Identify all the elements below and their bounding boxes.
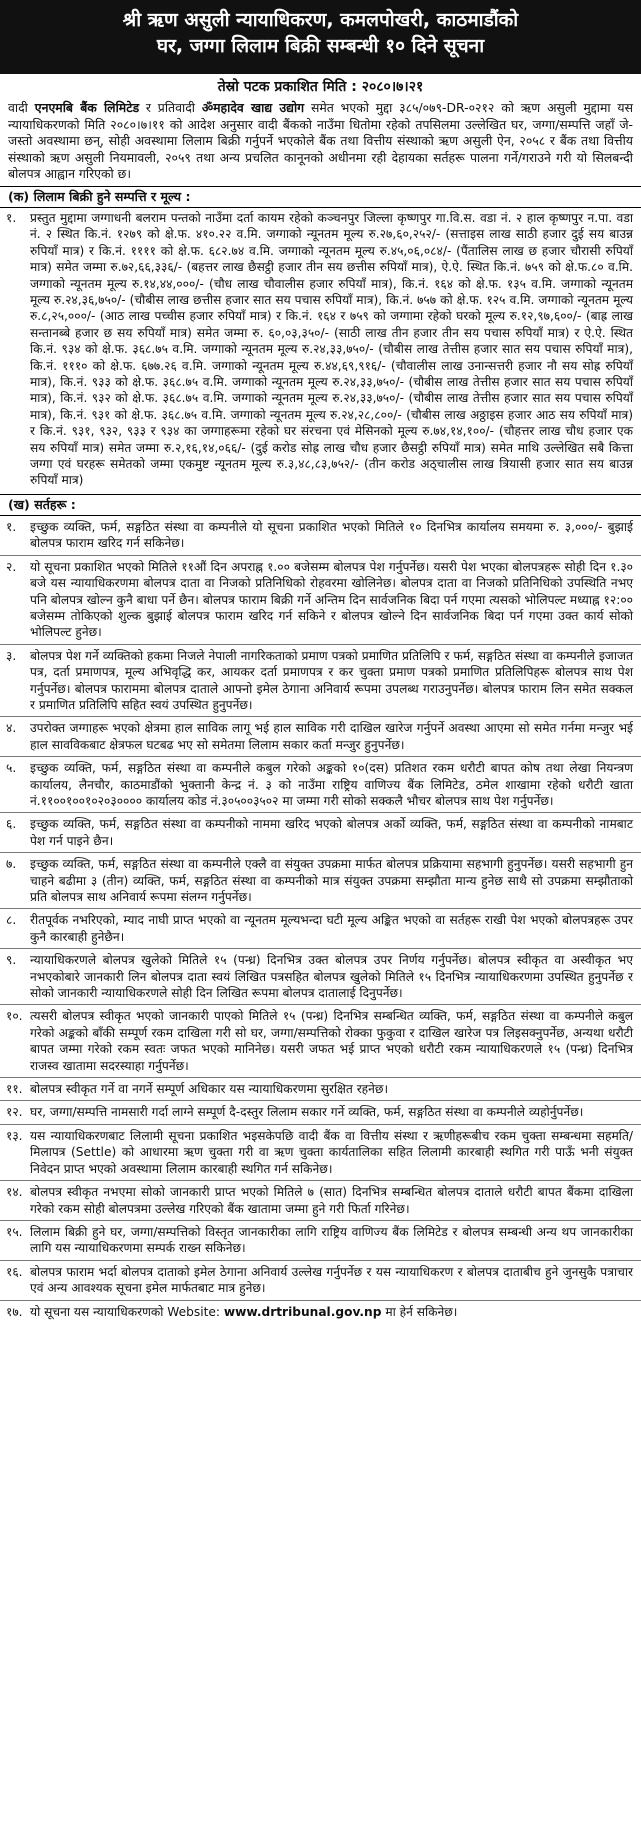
item-number: ६. xyxy=(6,817,17,832)
section-conditions-title: (ख) सर्तहरू : xyxy=(0,494,641,516)
item-number: ११. xyxy=(6,1082,23,1097)
notice-header xyxy=(0,0,641,74)
condition-item xyxy=(0,949,641,1005)
plaintiff-name: एनएमबि बैंक लिमिटेड xyxy=(34,100,140,115)
condition-text: इच्छुक व्यक्ति, फर्म, सङ्गठित संस्था वा कम्पनीले एक्लै वा संयुक्त उपक्रमा मार्फत बोलपत्र प्रक्रियामा सहभागी हुनुपर्नेछ। यसरी सहभागी हुन चाहने बढीमा ३ (तीन) व्यक्ति, फर्म, सङ्गठित संस्था वा कम्पनीको मात्र संयुक्त उपक्रमा सम्झौता मान्य हुनेछ साथै सो उपक्रमा सम्झौताको प्रति बोलपत्र साथ अनिवार्य रूपमा संलग्न गर्नुपर्नेछ। xyxy=(30,857,633,904)
plaintiff-prefix: वादी xyxy=(8,100,28,115)
condition-item xyxy=(0,1181,641,1221)
condition-text: घर, जग्गा/सम्पत्ति नामसारी गर्दा लाग्ने सम्पूर्ण दै-दस्तुर लिलाम सकार गर्ने व्यक्ति, फर्म, सङ्गठित संस्था वा कम्पनीले व्यहोर्नुपर्नेछ। xyxy=(30,1105,584,1120)
item-number: १३. xyxy=(6,1128,23,1143)
condition-item xyxy=(0,1078,641,1101)
defendant-name: ॐमहादेव खाद्य उद्योग xyxy=(201,100,305,115)
property-item xyxy=(0,208,641,491)
publication-date: २०८०।७।२१ xyxy=(361,79,424,95)
property-description: प्रस्तुत मुद्दामा जग्गाधनी बलराम पन्तको नाउँमा दर्ता कायम रहेको कञ्चनपुर जिल्ला कृष्णपुर गा.वि.स. वडा नं. २ हाल कृष्णपुर न.पा. वडा नं. २ स्थित कि.नं. १२७९ को क्षे.फ. ४१०.२२ व.मि. जग्गाको न्यूनतम मूल्य रु.२७,६०,२५२/- (सत्ताइस लाख साठी हजार दुई सय बाउन्न रुपियाँ मात्र) र कि.नं. ११११ को क्षे.फ. ६८२.७४ व.मि. जग्गाको न्यूनतम मूल्य रु.४५,०६,०८४/- (पैंतालिस लाख छ हजार चौरासी रुपियाँ मात्र) समेत जम्मा रु.७२,६६,३३६/- (बहत्तर लाख छैसट्ठी हजार तीन सय छत्तीस रुपियाँ मात्र), ऐ.ऐ. स्थित कि.नं. ७५९ को क्षे.फ.८० व.मि. जग्गाको न्यूनतम मूल्य रु.१४,४४,०००/- (चौध लाख चौवालीस हजार रुपियाँ मात्र), कि.नं. १६४ को क्षे.फ. १३५ व.मि. जग्गाको न्यूनतम मूल्य रु.२४,३६,७५०/- (चौबीस लाख छत्तीस हजार सात सय पचास रुपियाँ मात्र), कि.नं. ७५७ को क्षे.फ. १२५ व.मि. जग्गाको न्यूनतम मूल्य रु.८,२५,०००/- (आठ लाख पच्चीस हजार रुपियाँ मात्र) र कि.नं. १६४ र ७५९ को जग्गामा रहेको घरको मूल्य रु.१२,९७,६००/- (बाह्र लाख सन्तानब्बे हजार छ सय रुपियाँ मात्र) समेत जम्मा रु. ६०,०३,३५०/- (साठी लाख तीन हजार तीन सय पचास रुपियाँ मात्र) र ऐ.ऐ. स्थित कि.नं. ९३४ को क्षे.फ. ३६८.७५ व.मि. जग्गाको न्यूनतम मूल्य रु.२४,३३,७५०/- (चौबीस लाख तेत्तीस हजार सात सय पचास रुपियाँ मात्र), कि.नं. १११० को क्षे.फ. ६७७.२६ व.मि. जग्गाको न्यूनतम मूल्य रु.४४,६९,९१६/- (चौवालीस लाख उनान्सत्तरी हजार नौ सय सोह्र रुपियाँ मात्र), कि.नं. ९३३ को क्षे.फ. ३६८.७५ व.मि. जग्गाको न्यूनतम मूल्य रु.२४,३३,७५०/- (चौबीस लाख तेत्तीस हजार सात सय पचास रुपियाँ मात्र), कि.नं. ९३२ को क्षे.फ. ३६८.७५ व.मि. जग्गाको न्यूनतम मूल्य रु.२४,३३,७५०/- (चौबीस लाख तेत्तीस हजार सात सय पचास रुपियाँ मात्र), कि.नं. ९३१ को क्षे.फ. ३६८.७५ व.मि. जग्गाको न्यूनतम मूल्य रु.२४,२८,८००/- (चौबीस लाख अठ्ठाइस हजार आठ सय रुपियाँ मात्र) र कि.नं. ९३१, ९३२, ९३३ र ९३४ का जग्गाहरूमा रहेको घर संरचना एवं मेसिनको मूल्य रु.७४,१४,१००/- (चौहत्तर लाख चौध हजार एक सय रुपियाँ मात्र) समेत जम्मा रु.२,१६,१४,०६६/- (दुई करोड सोह्र लाख चौध हजार छैसट्ठी रुपियाँ मात्र) समेत माथि उल्लेखित सबै कित्ता जग्गा एवं घरहरू समेतको जम्मा एकमुष्ट न्यूनतम मूल्य रु.३,४८,८३,७५२/- (तीन करोड अठ्चालीस लाख त्रियासी हजार सात सय बाउन्न रुपियाँ मात्र) xyxy=(30,210,633,488)
conditions-list xyxy=(0,516,641,1323)
condition-item xyxy=(0,1125,641,1181)
condition-item xyxy=(0,1101,641,1124)
section-property-title: (क) लिलाम बिक्री हुने सम्पत्ति र मूल्य : xyxy=(0,186,641,208)
publication-date-row xyxy=(0,76,641,98)
item-number: ९. xyxy=(6,953,17,968)
condition-text: रीतपूर्वक नभरिएको, म्याद नाघी प्राप्त भएको वा न्यूनतम मूल्यभन्दा घटी मूल्य अङ्कित भएको वा सर्तहरू राखी पेश भएको बोलपत्रहरू उपर कुनै कारबाही हुनेछैन। xyxy=(30,913,633,944)
notice-title: घर, जग्गा लिलाम बिक्री सम्बन्धी १० दिने सूचना xyxy=(156,35,485,57)
condition-text: त्यसरी बोलपत्र स्वीकृत भएको जानकारी पाएको मितिले १५ (पन्ध्र) दिनभित्र सम्बन्धित व्यक्ति, फर्म, सङ्गठित संस्था वा कम्पनीले कबुल गरेको अङ्कको बाँकी सम्पूर्ण रकम दाखिला गरी सो घर, जग्गा/सम्पत्तिको रोक्का फुकुवा र दाखिल खारेज पत्र लिइसक्नुपर्नेछ, अन्यथा धरौटी बापत जम्मा गरेको रकम स्वतः जफत भएको मानिनेछ। यसरी जफत भई प्राप्त भएको धरौटी रकम न्यायाधिकरणले १५ (पन्ध्र) दिनभित्र राजस्व खातामा सदरस्याहा गर्नुपर्नेछ। xyxy=(30,1009,633,1073)
condition-item xyxy=(0,717,641,757)
condition-item xyxy=(0,1221,641,1261)
intro-paragraph xyxy=(0,100,641,183)
condition-text: इच्छुक व्यक्ति, फर्म, सङ्गठित संस्था वा कम्पनीको नाममा खरिद भएको बोलपत्र अर्को व्यक्ति, फर्म, सङ्गठित संस्था वा कम्पनीको नामबाट पेश गर्न पाइने छैन। xyxy=(30,817,633,848)
condition-item xyxy=(0,813,641,853)
condition-item xyxy=(0,516,641,556)
condition-text: बोलपत्र फाराम भर्दा बोलपत्र दाताको इमेल ठेगाना अनिवार्य उल्लेख गर्नुपर्नेछ र यस न्यायाधिकरण र बोलपत्र दाताबीच हुने जुनसुकै पत्राचार एवं अन्य आवश्यक सूचना इमेल मार्फतबाट मात्र हुनेछ। xyxy=(30,1264,633,1296)
item-number: १. xyxy=(6,519,17,534)
condition-item xyxy=(0,1005,641,1078)
condition-item xyxy=(0,757,641,813)
condition-text: उपरोक्त जग्गाहरू भएको क्षेत्रमा हाल साविक लागू भई हाल साविक गरी दाखिल खारेज गर्नुपर्ने अवस्था आएमा सो समेत गर्नमा मन्जुर भई हाल सावविकबाट क्षेत्रफल घटबढ भए सो समेतमा लिलाम सकार कर्ता मन्जुर हुनुपर्नेछ। xyxy=(30,721,633,752)
intro-mid: र प्रतिवादी xyxy=(145,100,196,115)
item-number: ३. xyxy=(6,648,17,663)
item-number: १०. xyxy=(6,1009,23,1024)
website-prefix: यो सूचना यस न्यायाधिकरणको Website: xyxy=(30,1304,220,1319)
item-number: १५. xyxy=(6,1224,23,1239)
condition-item xyxy=(0,909,641,949)
condition-text: इच्छुक व्यक्ति, फर्म, सङ्गठित संस्था वा कम्पनीले यो सूचना प्रकाशित भएको मितिले १० दिनभित्र कार्यालय समयमा रु. ३,०००/- बुझाई बोलपत्र फाराम खरिद गर्न सकिनेछ। xyxy=(30,519,633,551)
item-number: १६. xyxy=(6,1264,23,1279)
item-number: १४. xyxy=(6,1185,23,1200)
condition-text: इच्छुक व्यक्ति, फर्म, सङ्गठित संस्था वा कम्पनीले कबुल गरेको अङ्कको १०(दस) प्रतिशत रकम धरौटी बापत कोष तथा लेखा नियन्त्रण कार्यालय, लैनचौर, काठमाडौंको भुक्तानी केन्द्र नं. ३ को नाउँमा राष्ट्रिय वाणिज्य बैंक लिमिटेड, ठमेल शाखामा रहेको धरौटी खाता नं.११००१००१०२०३०००० कार्यालय कोड नं.३०५००३५०२ मा जम्मा गरी सोको सक्कलै भौचर बोलपत्र साथ पेश गर्नुपर्नेछ। xyxy=(30,761,633,808)
condition-text: बोलपत्र स्वीकृत नभएमा सोको जानकारी प्राप्त भएको मितिले ७ (सात) दिनभित्र सम्बन्धित बोलपत्र दाताले धरौटी बापत बैंकमा दाखिला गरेको रकम सोही बोलपत्रमा उल्लेख गरिएको बैंक खातामा जम्मा हुने गरी फिर्ता गरिनेछ। xyxy=(30,1185,633,1216)
condition-text: यस न्यायाधिकरणबाट लिलामी सूचना प्रकाशित भइसकेपछि वादी बैंक वा वित्तीय संस्था र ऋणीहरूबीच रकम चुक्ता सम्बन्धमा सहमति/मिलापत्र (Settle) को आधारमा ऋण चुक्ता गरी वा ऋण चुक्ता कार्यतालिका सहित लिलामी कारबाही स्थगित गरी पाऊँ भनी संयुक्त निवेदन प्राप्त भएको अवस्थामा लिलाम कारबाही स्थगित गर्न सकिनेछ। xyxy=(30,1128,633,1176)
tribunal-name: श्री ऋण असुली न्यायाधिकरण, कमलपोखरी, काठमाडौंको xyxy=(122,9,519,31)
condition-item-website xyxy=(0,1301,641,1323)
item-number: ७. xyxy=(6,857,17,872)
condition-text: यो सूचना प्रकाशित भएको मितिले ११औं दिन अपराह्न १.०० बजेसम्म बोलपत्र पेश गर्नुपर्नेछ। यसरी पेश भएका बोलपत्रहरू सोही दिन १.३० बजे यस न्यायाधिकरणमा बोलपत्र दाता वा निजको प्रतिनिधिको रोहवरमा खोलिनेछ। बोलपत्र दाता वा निजको प्रतिनिधिको उपस्थिति नभए पनि बोलपत्र खोल्न कुनै बाधा पर्ने छैन। बोलपत्र फाराम बिक्री गर्ने अन्तिम दिन सार्वजनिक बिदा पर्न गएमा त्यसको भोलिपल्ट मध्याह्न १२:०० बजेसम्म तोकिएको शुल्क बुझाई बोलपत्र फाराम खरिद गर्न सकिने र बोलपत्र खोल्ने दिन सार्वजनिक बिदा पर्न गएमा उक्त कार्य सोको भोलिपल्ट हुनेछ। xyxy=(30,559,633,640)
item-number: ५. xyxy=(6,761,17,776)
item-number: १७. xyxy=(6,1304,23,1319)
website-suffix: मा हेर्न सकिनेछ। xyxy=(385,1304,458,1319)
publication-label: तेस्रो पटक प्रकाशित मिति : xyxy=(217,79,357,95)
item-number: १. xyxy=(6,210,17,225)
condition-text: बोलपत्र पेश गर्ने व्यक्तिको हकमा निजले नेपाली नागरिकताको प्रमाण पत्रको प्रमाणित प्रतिलिपि र फर्म, सङ्गठित संस्था वा कम्पनीले इजाजत पत्र, दर्ता प्रमाणपत्र, मूल्य अभिवृद्धि कर, आयकर दर्ता प्रमाणपत्र र कर चुक्ता प्रमाण पत्रको प्रमाणित प्रतिलिपिहरू बोलपत्र साथ पेश गर्नुपर्नेछ। बोलपत्र फाराममा बोलपत्र दाताले आफ्नो इमेल ठेगाना अनिवार्य रूपमा उपलब्ध गराउनुपर्नेछ। बोलपत्र फाराम लिन समेत सक्कल र प्रमाणित प्रतिलिपि सहित स्वयं उपस्थित हुनुपर्नेछ। xyxy=(30,648,633,712)
condition-item xyxy=(0,1261,641,1301)
item-number: २. xyxy=(6,559,17,574)
item-number: १२. xyxy=(6,1105,23,1120)
condition-text: न्यायाधिकरणले बोलपत्र खुलेको मितिले १५ (पन्ध्र) दिनभित्र उक्त बोलपत्र उपर निर्णय गर्नुपर्नेछ। बोलपत्र स्वीकृत वा अस्वीकृत भए नभएकोबारे जानकारी लिन बोलपत्र दाता स्वयं लिखित पत्रसहित बोलपत्र खुलेको मितिले १५ दिनभित्र न्यायाधिकरणमा उपस्थित हुनुपर्नेछ र सोको जानकारी न्यायाधिकरणले सोही दिन लिखित रूपमा बोलपत्र दातालाई दिनुपर्नेछ। xyxy=(30,953,633,1001)
item-number: ४. xyxy=(6,721,17,736)
condition-text: लिलाम बिक्री हुने घर, जग्गा/सम्पत्तिको विस्तृत जानकारीका लागि राष्ट्रिय वाणिज्य बैंक लिमिटेड र बोलपत्र सम्बन्धी अन्य थप जानकारीका लागि यस न्यायाधिकरणमा सम्पर्क राख्न सकिनेछ। xyxy=(30,1224,633,1256)
condition-item xyxy=(0,645,641,718)
condition-text: बोलपत्र स्वीकृत गर्ने वा नगर्ने सम्पूर्ण अधिकार यस न्यायाधिकरणमा सुरक्षित रहनेछ। xyxy=(30,1082,389,1097)
website-link[interactable]: www.drtribunal.gov.np xyxy=(223,1304,382,1319)
intro-body: समेत भएको मुद्दा ३८५/०७९-DR-०२१२ को ऋण असुली मुद्दामा यस न्यायाधिकरणको मिति २०८०।७।११ को आदेश अनुसार वादी बैंकको नाउँमा धितोमा रहेको तपसिलमा उल्लेखित घर, जग्गा/सम्पत्ति जहाँ जे-जस्तो अवस्थामा छन्, सोही अवस्थामा लिलाम बिक्री गर्नुपर्ने भएकोले बैंक तथा वित्तीय संस्थाको ऋण असुली ऐन, २०५८ र बैंक तथा वित्तीय संस्थाको ऋण असुली नियमावली, २०५९ तथा अन्य प्रचलित कानूनको अधीनमा रही देहायका सर्तहरू पालना गर्ने/गराउने गरी यो सिलबन्दी बोलपत्र आह्वान गरिएको छ। xyxy=(8,100,633,182)
condition-item xyxy=(0,853,641,909)
item-number: ८. xyxy=(6,913,17,928)
condition-item xyxy=(0,556,641,645)
condition-text xyxy=(30,1304,633,1320)
